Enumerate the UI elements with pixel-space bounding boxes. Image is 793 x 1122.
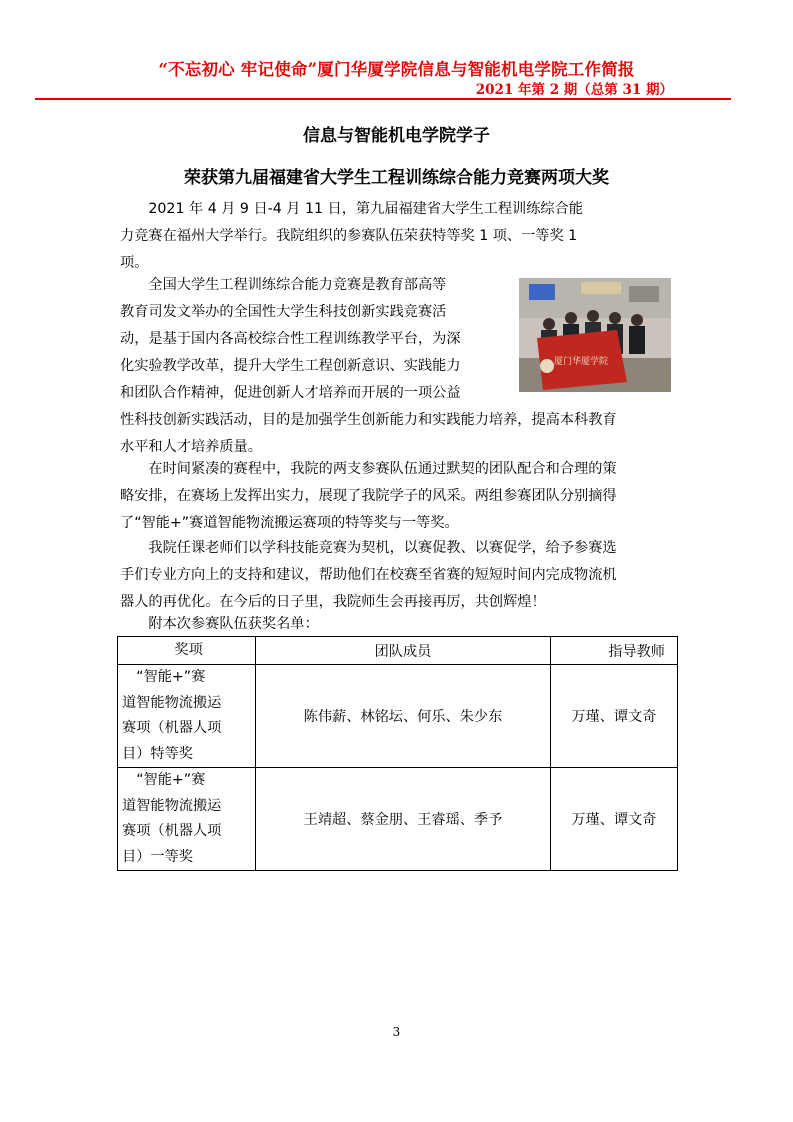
award-line: “智能+”赛 (122, 669, 206, 685)
bulletin-title: “不忘初心 牢记使命”厦门华厦学院信息与智能机电学院工作简报 (158, 60, 635, 79)
table-row (118, 768, 678, 871)
award-line: 赛项（机器人项 (122, 720, 222, 736)
award-line: 目）一等奖 (122, 848, 193, 865)
paragraph-line: 我院任课老师们以学科技能竞赛为契机，以赛促教、以赛促学，给予参赛选 (120, 540, 617, 556)
paragraph-line: 在时间紧凑的赛程中，我院的两支参赛队伍通过默契的团队配合和合理的策 (120, 461, 617, 477)
award-line: 赛项（机器人项 (122, 823, 222, 839)
team-photo (519, 278, 671, 392)
banner-text: 厦门华厦学院 (553, 357, 609, 367)
paragraph-3 (120, 456, 676, 537)
teachers-cell: 万瑾、谭文奇 (550, 768, 677, 871)
paragraph-line: 了“智能+”赛道智能物流搬运赛项的特等奖与一等奖。 (120, 515, 459, 531)
paragraph-line: 2021 年 4 月 9 日-4 月 11 日，第九届福建省大学生工程训练综合能 (120, 201, 583, 217)
issue-number: 2021 年第 2 期（总第 31 期） (475, 82, 673, 98)
paragraph-line: 手们专业方向上的支持和建议，帮助他们在校赛至省赛的短短时间内完成物流机 (120, 567, 617, 583)
paragraph-4 (120, 535, 676, 616)
members-cell: 陈伟薪、林铭坛、何乐、朱少东 (256, 665, 551, 768)
award-list-intro-text: 附本次参赛队伍获奖名单： (120, 616, 319, 632)
paragraph-line: 性科技创新实践活动，目的是加强学生创新能力和实践能力培养，提高本科教育 (120, 412, 617, 428)
paragraph-line: 器人的再优化。在今后的日子里，我院师生会再接再厉，共创辉煌！ (120, 594, 546, 610)
members-cell: 王靖超、蔡金朋、王睿瑶、季予 (256, 768, 551, 871)
header-award: 奖项 (118, 637, 256, 665)
paragraph-line: 教育司发文举办的全国性大学生科技创新实践竞赛活 (120, 304, 447, 320)
paragraph-line: 和团队合作精神，促进创新人才培养而开展的一项公益 (120, 385, 461, 401)
team-photo-image (519, 278, 671, 392)
table-row (118, 665, 678, 768)
header-members: 团队成员 (256, 637, 551, 665)
awards-table (117, 636, 678, 871)
paragraph-line: 项。 (120, 255, 149, 271)
paragraph-line: 动，是基于国内各高校综合性工程训练教学平台，为深 (120, 331, 461, 347)
header-teachers: 指导教师 (550, 637, 677, 665)
award-cell (118, 665, 256, 768)
article-title-line2: 荣获第九届福建省大学生工程训练综合能力竞赛两项大奖 (184, 168, 609, 188)
paragraph-1 (120, 196, 676, 277)
award-cell (118, 768, 256, 871)
paragraph-line: 全国大学生工程训练综合能力竞赛是教育部高等 (120, 277, 447, 293)
award-line: 道智能物流搬运 (122, 797, 222, 814)
paragraph-line: 水平和人才培养质量。 (120, 439, 262, 455)
paragraph-line: 力竞赛在福州大学举行。我院组织的参赛队伍荣获特等奖 1 项、一等奖 1 (120, 228, 578, 244)
award-line: 目）特等奖 (122, 745, 193, 762)
teachers-cell: 万瑾、谭文奇 (550, 665, 677, 768)
paragraph-line: 略安排，在赛场上发挥出实力，展现了我院学子的风采。两组参赛团队分别摘得 (120, 488, 617, 504)
award-line: 道智能物流搬运 (122, 694, 222, 711)
award-list-intro (120, 611, 676, 638)
award-line: “智能+”赛 (122, 772, 206, 788)
paragraph-line: 化实验教学改革，提升大学生工程创新意识、实践能力 (120, 358, 461, 374)
table-header-row (118, 637, 678, 665)
page-number: 3 (392, 1025, 401, 1039)
header-divider (35, 98, 731, 100)
article-title-line1: 信息与智能机电学院学子 (303, 126, 490, 146)
